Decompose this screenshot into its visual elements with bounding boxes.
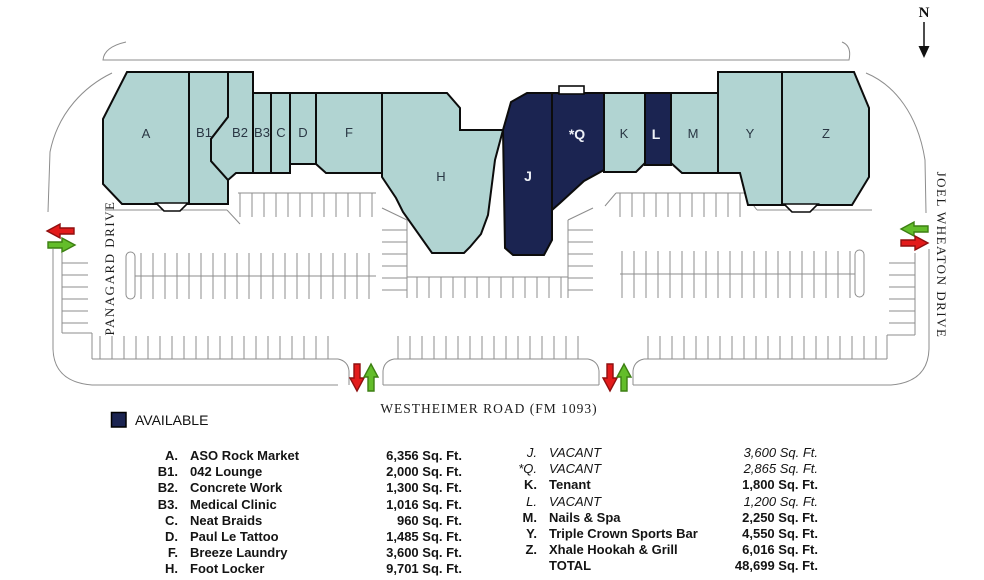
road-top-line xyxy=(103,42,850,60)
east-column-stalls xyxy=(887,253,915,359)
unit-letter: D. xyxy=(165,529,178,545)
unit-letter: *Q. xyxy=(518,461,537,477)
unit-label-D: D xyxy=(298,125,308,140)
tenant-name: Triple Crown Sports Bar xyxy=(549,526,698,542)
tenant-name: Breeze Laundry xyxy=(190,545,288,561)
tenant-sqft: 2,250 Sq. Ft. xyxy=(742,509,818,525)
tenant-name: Nails & Spa xyxy=(549,509,621,525)
unit-letter: M. xyxy=(522,509,537,525)
traffic-arrow-red-west-exit xyxy=(47,224,74,238)
traffic-arrow-green-east-enter xyxy=(901,222,928,236)
directory-row-Y xyxy=(480,526,818,542)
unit-letter: H. xyxy=(165,561,178,577)
tenant-sqft: 6,016 Sq. Ft. xyxy=(742,542,818,558)
directory-row-J xyxy=(480,445,818,461)
unit-letter: F. xyxy=(167,545,178,561)
unit-letter: K. xyxy=(524,477,537,493)
traffic-arrow-red-south1-exit xyxy=(350,364,364,391)
unit-label-Y: Y xyxy=(745,126,755,141)
unit-label-B1: B1 xyxy=(196,125,212,140)
traffic-arrow-green-south2-enter xyxy=(617,364,631,391)
north-arrow xyxy=(919,5,930,58)
unit-label-B2: B2 xyxy=(232,125,248,140)
directory-row-F xyxy=(126,545,462,561)
legend-available-label: AVAILABLE xyxy=(135,412,209,428)
tenant-name: Medical Clinic xyxy=(190,496,277,512)
unit-YZ-entry-notch xyxy=(784,204,818,212)
unit-label-B3: B3 xyxy=(254,125,270,140)
tenant-name: 042 Lounge xyxy=(190,464,263,480)
directory-row-B2 xyxy=(126,480,462,496)
unit-letter: Z. xyxy=(525,542,537,558)
directory-row-C xyxy=(126,513,462,529)
building-units xyxy=(103,72,869,255)
tenant-sqft: 1,016 Sq. Ft. xyxy=(386,496,462,512)
tenant-name: Foot Locker xyxy=(190,561,265,577)
directory-row-A xyxy=(126,448,462,464)
unit-letter: C. xyxy=(165,512,178,528)
mid-row-right-endcap xyxy=(855,250,864,297)
unit-letter: B2. xyxy=(157,480,178,496)
tenant-sqft: 1,200 Sq. Ft. xyxy=(743,493,818,509)
tenant-name: Concrete Work xyxy=(190,480,283,496)
tenant-name: VACANT xyxy=(549,493,602,509)
directory-row-total xyxy=(480,558,818,574)
tenant-sqft: 4,550 Sq. Ft. xyxy=(742,526,818,542)
directory-row-B3 xyxy=(126,497,462,513)
tenant-sqft: 2,000 Sq. Ft. xyxy=(386,464,462,480)
unit-letter: L. xyxy=(526,493,537,509)
street-label-westheimer-road: WESTHEIMER ROAD (FM 1093) xyxy=(380,401,598,416)
unit-label-K: K xyxy=(619,126,629,141)
traffic-arrow-green-west-enter xyxy=(48,238,75,252)
mid-row-right-stalls xyxy=(620,251,855,298)
directory-row-B1 xyxy=(126,464,462,480)
unit-label-A: A xyxy=(141,126,151,141)
directory-row-M xyxy=(480,510,818,526)
tenant-sqft: 1,800 Sq. Ft. xyxy=(742,477,818,493)
directory-row-Q xyxy=(480,461,818,477)
west-column-stalls xyxy=(62,253,92,359)
directory-row-H xyxy=(126,561,462,577)
mid-row-left-endcap xyxy=(126,252,135,299)
unit-letter: Y. xyxy=(526,526,537,542)
unit-label-Z: Z xyxy=(822,126,830,141)
traffic-arrow-red-east-exit xyxy=(901,236,928,250)
total-label: TOTAL xyxy=(549,558,592,574)
directory-row-Z xyxy=(480,542,818,558)
mid-row-left-stalls xyxy=(135,253,376,299)
unit-label-M: M xyxy=(687,126,699,141)
tenant-name: Neat Braids xyxy=(190,512,263,528)
unit-label-J: J xyxy=(524,168,532,184)
directory-right-column xyxy=(480,445,818,575)
tenant-sqft: 9,701 Sq. Ft. xyxy=(386,561,462,577)
tenant-sqft: 6,356 Sq. Ft. xyxy=(386,448,462,463)
traffic-arrow-green-south1-enter xyxy=(364,364,378,391)
unit-label-Q: *Q xyxy=(568,126,586,142)
tenant-name: Tenant xyxy=(549,477,591,493)
unit-letter: J. xyxy=(526,445,537,460)
tenant-name: VACANT xyxy=(549,461,602,477)
tenant-name: Xhale Hookah & Grill xyxy=(549,542,678,558)
traffic-arrow-red-south2-exit xyxy=(603,364,617,391)
unit-Q-roof-detail xyxy=(559,86,584,94)
tenant-sqft: 1,485 Sq. Ft. xyxy=(386,529,462,545)
legend xyxy=(110,411,208,429)
unit-label-C: C xyxy=(276,125,286,140)
north-arrow-label: N xyxy=(918,5,930,21)
unit-letter: B3. xyxy=(157,496,178,512)
unit-letter: B1. xyxy=(157,464,178,480)
unit-letter xyxy=(480,558,537,574)
unit-label-L: L xyxy=(651,126,661,142)
entrance-throats xyxy=(338,359,644,385)
street-label-panagard-drive: PANAGARD DRIVE xyxy=(102,200,117,336)
tenant-sqft: 3,600 Sq. Ft. xyxy=(386,545,462,561)
tenant-sqft: 960 Sq. Ft. xyxy=(396,512,462,528)
tenant-sqft: 1,300 Sq. Ft. xyxy=(386,480,462,496)
tenant-name: VACANT xyxy=(549,445,602,460)
directory-row-L xyxy=(480,494,818,510)
street-label-joel-wheaton-drive: JOEL WHEATON DRIVE xyxy=(934,171,949,339)
unit-letter: A. xyxy=(165,448,178,463)
tenant-name: ASO Rock Market xyxy=(190,448,300,463)
tenant-sqft: 2,865 Sq. Ft. xyxy=(743,461,818,477)
directory-row-D xyxy=(126,529,462,545)
directory-left-column xyxy=(126,448,462,578)
unit-label-F: F xyxy=(345,125,353,140)
legend-available-swatch xyxy=(110,411,128,429)
tenant-name: Paul Le Tattoo xyxy=(190,529,279,545)
directory-row-K xyxy=(480,477,818,493)
total-sqft: 48,699 Sq. Ft. xyxy=(734,558,818,574)
bottom-row-stalls xyxy=(92,336,887,359)
tenant-sqft: 3,600 Sq. Ft. xyxy=(743,445,818,460)
unit-Q xyxy=(552,93,604,210)
unit-label-H: H xyxy=(436,169,446,184)
